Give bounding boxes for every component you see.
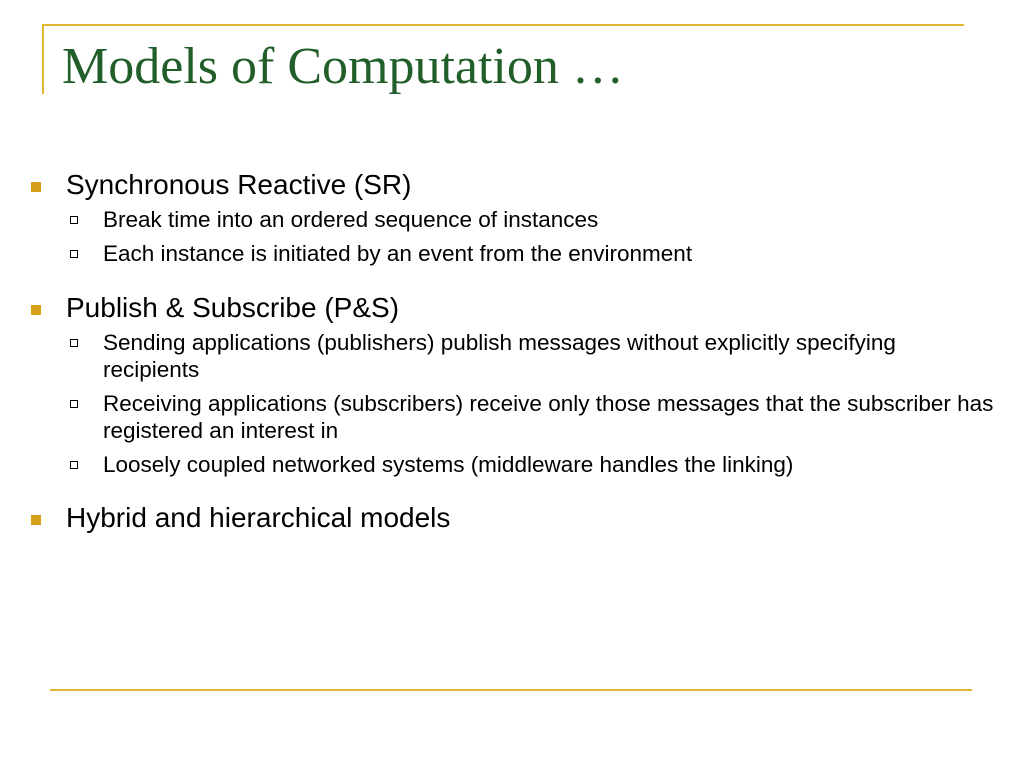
title-frame-left-line <box>42 24 44 94</box>
spacer <box>28 274 998 291</box>
sub-bullet-text: Loosely coupled networked systems (middleware handles the linking) <box>103 452 794 477</box>
sub-bullet <box>28 240 998 267</box>
sub-bullet <box>28 329 998 383</box>
slide-content <box>28 168 998 535</box>
square-bullet-icon <box>31 182 41 192</box>
sub-bullet-text: Sending applications (publishers) publish messages without explicitly specifying recipients <box>103 330 896 382</box>
bullet-hybrid-hierarchical <box>28 501 998 535</box>
hollow-square-bullet-icon <box>70 339 78 347</box>
sub-bullet <box>28 390 998 444</box>
hollow-square-bullet-icon <box>70 461 78 469</box>
bullet-publish-subscribe <box>28 291 998 325</box>
square-bullet-icon <box>31 515 41 525</box>
slide-title: Models of Computation … <box>62 38 624 95</box>
bullet-text: Synchronous Reactive (SR) <box>66 169 412 200</box>
hollow-square-bullet-icon <box>70 400 78 408</box>
hollow-square-bullet-icon <box>70 216 78 224</box>
bullet-text: Publish & Subscribe (P&S) <box>66 292 400 323</box>
spacer <box>28 485 998 501</box>
bullet-text: Hybrid and hierarchical models <box>66 502 451 533</box>
hollow-square-bullet-icon <box>70 250 78 258</box>
sub-bullet-text: Each instance is initiated by an event from the environment <box>103 241 693 266</box>
footer-line <box>50 689 972 691</box>
sub-bullet-text: Receiving applications (subscribers) receive only those messages that the subscriber has registered an interest in <box>103 391 994 443</box>
title-frame-top-line <box>42 24 964 26</box>
sub-list-ps <box>28 329 998 478</box>
sub-bullet-text: Break time into an ordered sequence of instances <box>103 207 599 232</box>
bullet-synchronous-reactive <box>28 168 998 202</box>
square-bullet-icon <box>31 305 41 315</box>
sub-list-sr <box>28 206 998 267</box>
sub-bullet <box>28 206 998 233</box>
sub-bullet <box>28 451 998 478</box>
